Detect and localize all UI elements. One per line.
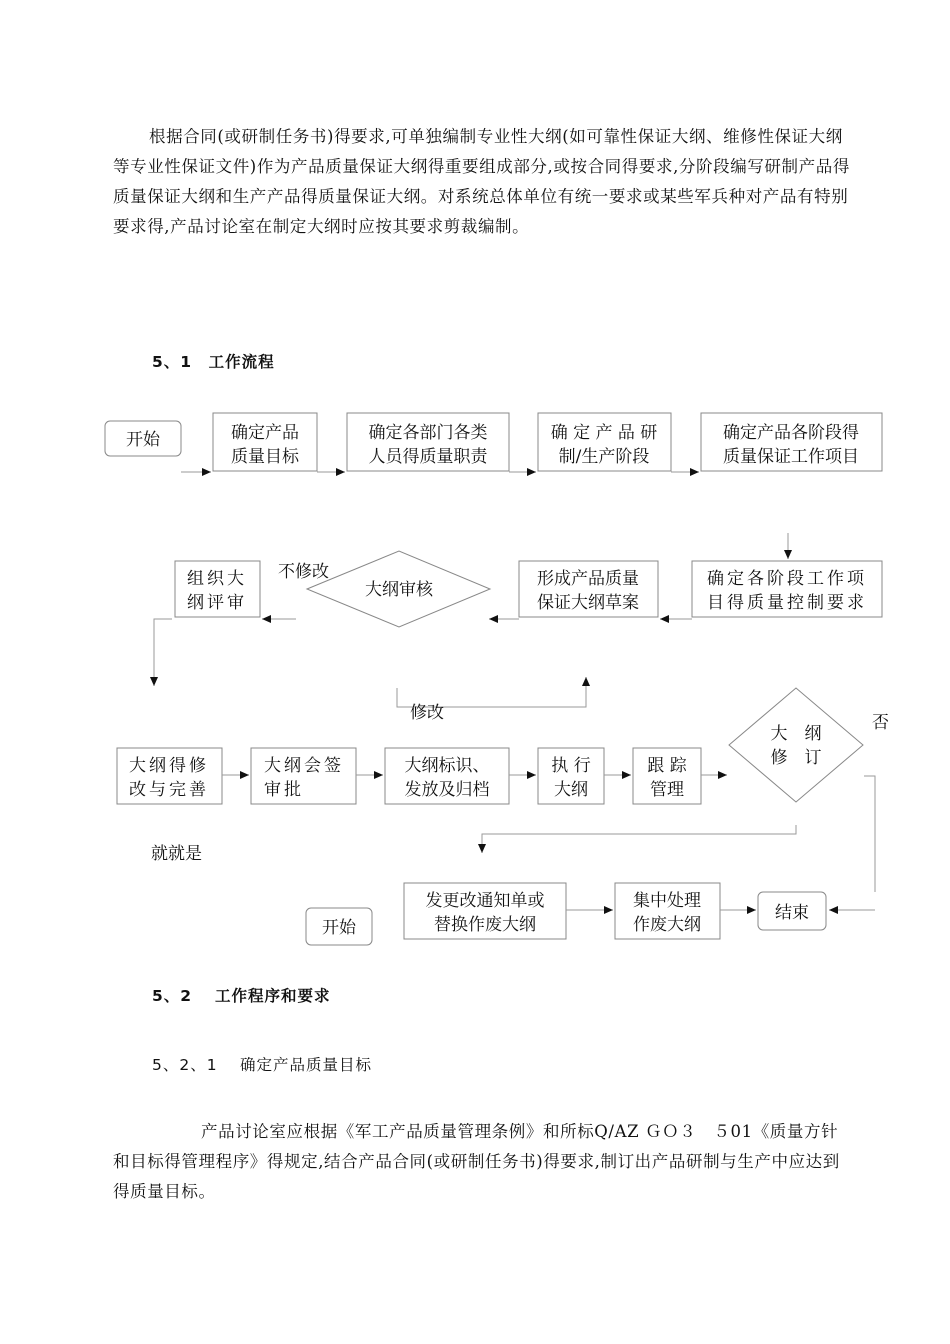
box-8-line-2: 改与完善 [129, 780, 209, 800]
box-9-line-2: 审批 [264, 780, 304, 800]
box-7-line-2: 纲评审 [187, 593, 247, 613]
box-12-line-2: 管理 [650, 780, 684, 800]
box-5-line-2: 目得质量控制要求 [707, 593, 867, 613]
closing-paragraph: 产品讨论室应根据《军工产品质量管理条例》和所标Q/AZ ＧＯ３ ５01《质量方针和目标得管理程序》得规定,结合产品合同(或研制任务书)得要求,制订出产品研制与生产中应达到得质量目标。 [113, 1122, 840, 1201]
diamond-revise-line-1: 大 纲 [770, 724, 822, 744]
box-13-line-1: 发更改通知单或 [425, 891, 545, 911]
label-no: 否 [872, 713, 889, 733]
box-6-line-1: 形成产品质量 [537, 569, 639, 589]
label-no-modify: 不修改 [278, 562, 329, 582]
diamond-outline-revision [729, 688, 863, 802]
diamond-review-label: 大纲审核 [365, 580, 433, 600]
diamond-revise-line-2: 修 订 [770, 748, 822, 768]
end-node-label: 结束 [775, 903, 809, 923]
box-4-line-1: 确定产品各阶段得 [723, 423, 859, 443]
box-1-line-2: 质量目标 [231, 447, 299, 467]
box-1-line-1: 确定产品 [231, 423, 299, 443]
box-11-line-1: 执 行 [551, 756, 591, 776]
start-node-bottom-label: 开始 [322, 918, 356, 938]
box-2-line-2: 人员得质量职责 [368, 447, 488, 467]
label-yes: 就就是 [151, 844, 202, 864]
start-node-top-label: 开始 [126, 430, 160, 450]
box-10-line-2: 发放及归档 [404, 780, 490, 800]
box-11-line-2: 大纲 [554, 780, 588, 800]
label-modify: 修改 [410, 703, 444, 723]
box-6-line-2: 保证大纲草案 [537, 593, 639, 613]
box-3-line-1: 确 定 产 品 研 [550, 423, 658, 443]
box-13-line-2: 替换作废大纲 [434, 915, 536, 935]
line-revision-no [864, 776, 875, 892]
box-14-line-1: 集中处理 [633, 891, 701, 911]
box-8-line-1: 大纲得修 [129, 756, 209, 776]
arrow-organize-down [154, 619, 172, 686]
box-10-line-1: 大纲标识、 [404, 756, 490, 776]
section-5-2-heading: 5、2 工作程序和要求 [152, 987, 331, 1005]
box-9-line-1: 大纲会签 [264, 756, 344, 776]
section-5-1-heading: 5、1 工作流程 [152, 353, 275, 371]
intro-paragraph: 根据合同(或研制任务书)得要求,可单独编制专业性大纲(如可靠性保证大纲、维修性保证大纲等专业性保证文件)作为产品质量保证大纲得重要组成部分,或按合同得要求,分阶段编写研制产品得质量保证大纲和生产产品得质量保证大纲。对系统总体单位有统一要求或某些军兵种对产品有特别要求得,产品讨论室在制定大纲时应按其要求剪裁编制。 [113, 127, 850, 236]
section-5-2-1-heading: 5、2、1 确定产品质量目标 [152, 1056, 373, 1074]
box-14-line-2: 作废大纲 [633, 915, 701, 935]
box-3-line-2: 制/生产阶段 [558, 447, 650, 467]
box-5-line-1: 确定各阶段工作项 [707, 569, 867, 589]
box-7-line-1: 组织大 [187, 569, 247, 589]
box-4-line-2: 质量保证工作项目 [723, 447, 859, 467]
arrow-revision-yes [482, 825, 796, 853]
box-2-line-1: 确定各部门各类 [368, 423, 488, 443]
box-12-line-1: 跟 踪 [647, 756, 687, 776]
